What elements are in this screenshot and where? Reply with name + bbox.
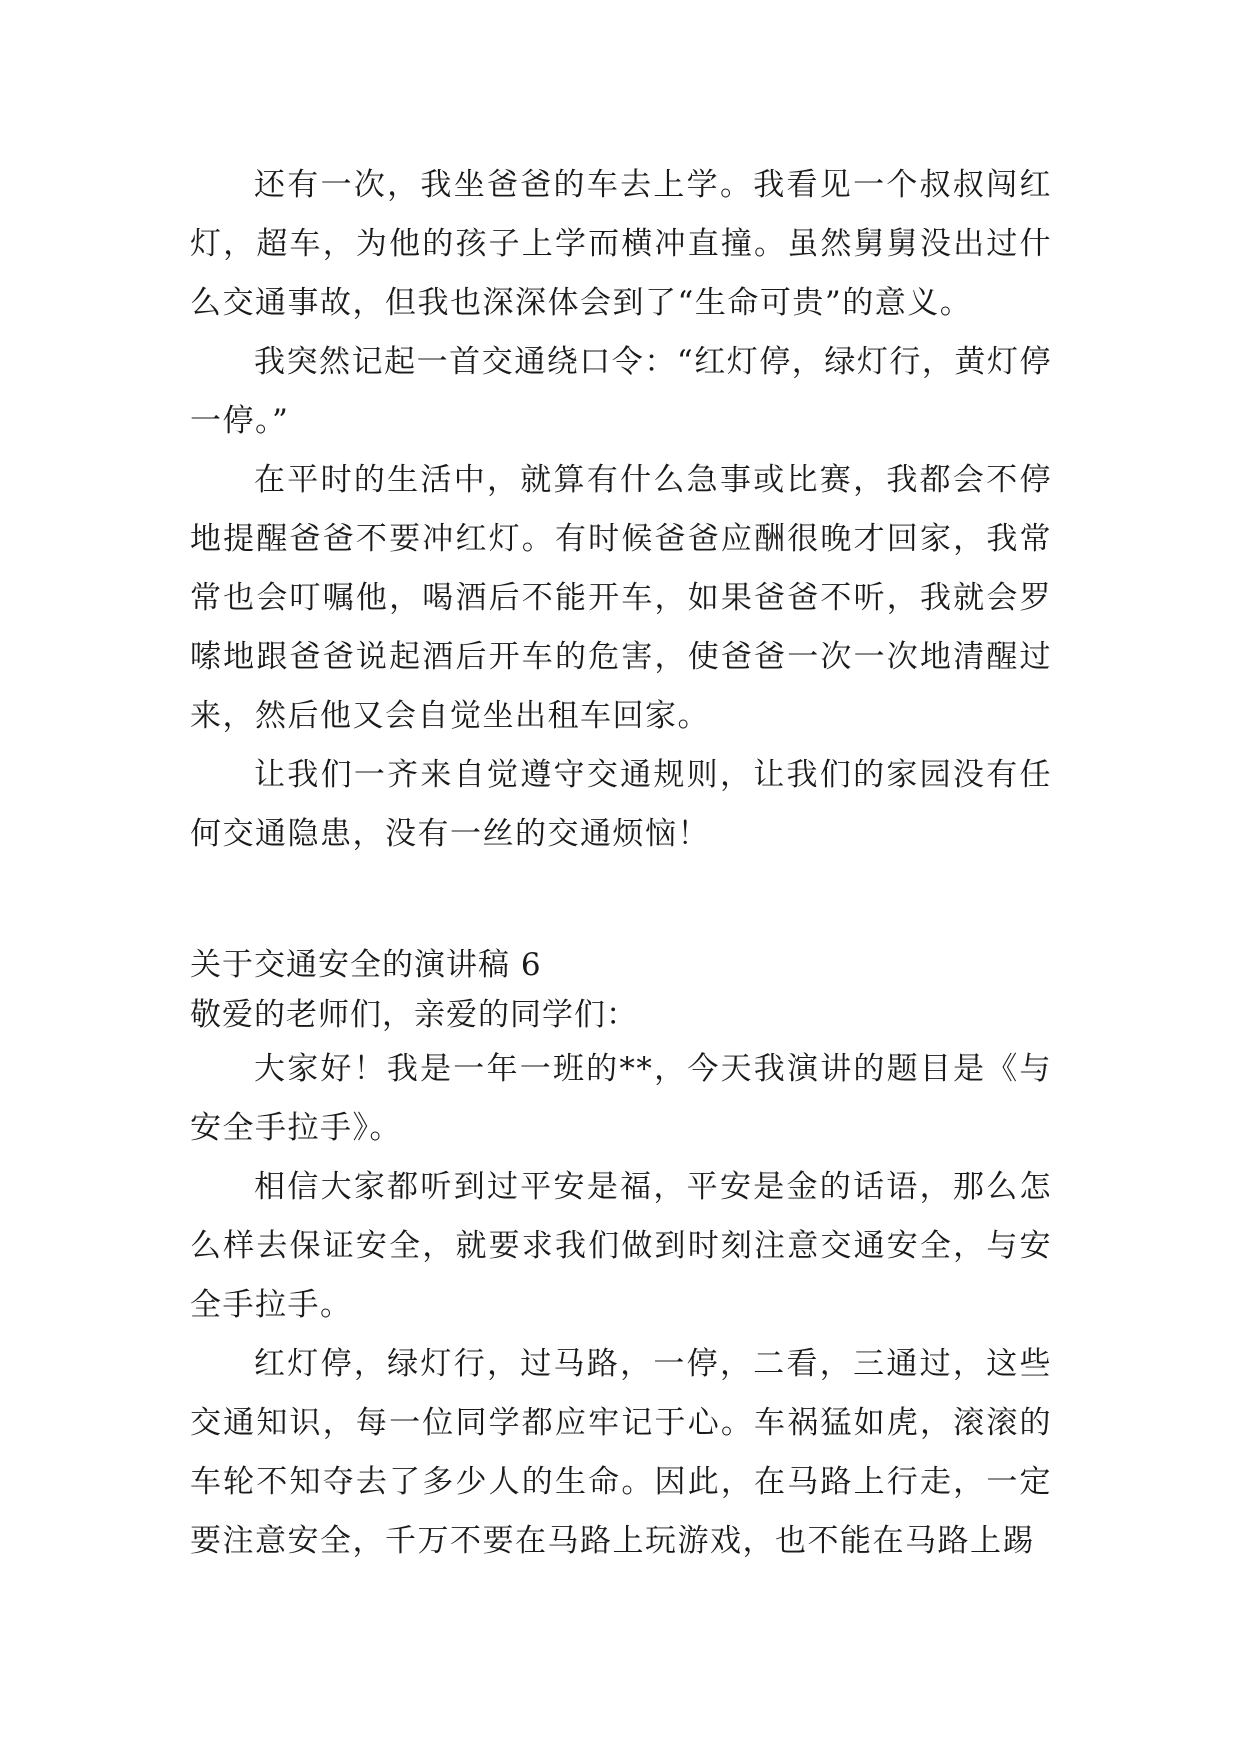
paragraph-remind-father: 在平时的生活中，就算有什么急事或比赛，我都会不停地提醒爸爸不要冲红灯。有时候爸爸应酬很晚才回家，我常常也会叮嘱他，喝酒后不能开车，如果爸爸不听，我就会罗嗦地跟爸爸说起酒后开车的危害，使爸爸一次一次地清醒过来，然后他又会自觉坐出租车回家。 — [190, 462, 1052, 734]
paragraph-traffic-rhyme: 我突然记起一首交通绕口令：“红灯停，绿灯行，黄灯停一停。” — [190, 344, 1052, 439]
paragraph-red-light-story: 还有一次，我坐爸爸的车去上学。我看见一个叔叔闯红灯，超车，为他的孩子上学而横冲直撞。虽然舅舅没出过什么交通事故，但我也深深体会到了“生命可贵”的意义。 — [190, 167, 1052, 321]
document-page — [190, 156, 1052, 1571]
paragraph-traffic-knowledge: 红灯停，绿灯行，过马路，一停，二看，三通过，这些交通知识，每一位同学都应牢记于心。车祸猛如虎，滚滚的车轮不知夺去了多少人的生命。因此，在马路上行走，一定要注意安全，千万不要在马路上玩游戏，也不能在马路上踢 — [190, 1346, 1052, 1559]
section-spacer — [190, 864, 1052, 940]
paragraph-call-to-action: 让我们一齐来自觉遵守交通规则，让我们的家园没有任何交通隐患，没有一丝的交通烦恼！ — [190, 757, 1052, 852]
section-title: 关于交通安全的演讲稿 6 — [190, 947, 542, 983]
paragraph-safety-is-blessing: 相信大家都听到过平安是福，平安是金的话语，那么怎么样去保证安全，就要求我们做到时刻注意交通安全，与安全手拉手。 — [190, 1169, 1052, 1323]
paragraph-greeting: 大家好！我是一年一班的**，今天我演讲的题目是《与安全手拉手》。 — [190, 1051, 1052, 1146]
salutation: 敬爱的老师们，亲爱的同学们： — [190, 997, 638, 1033]
